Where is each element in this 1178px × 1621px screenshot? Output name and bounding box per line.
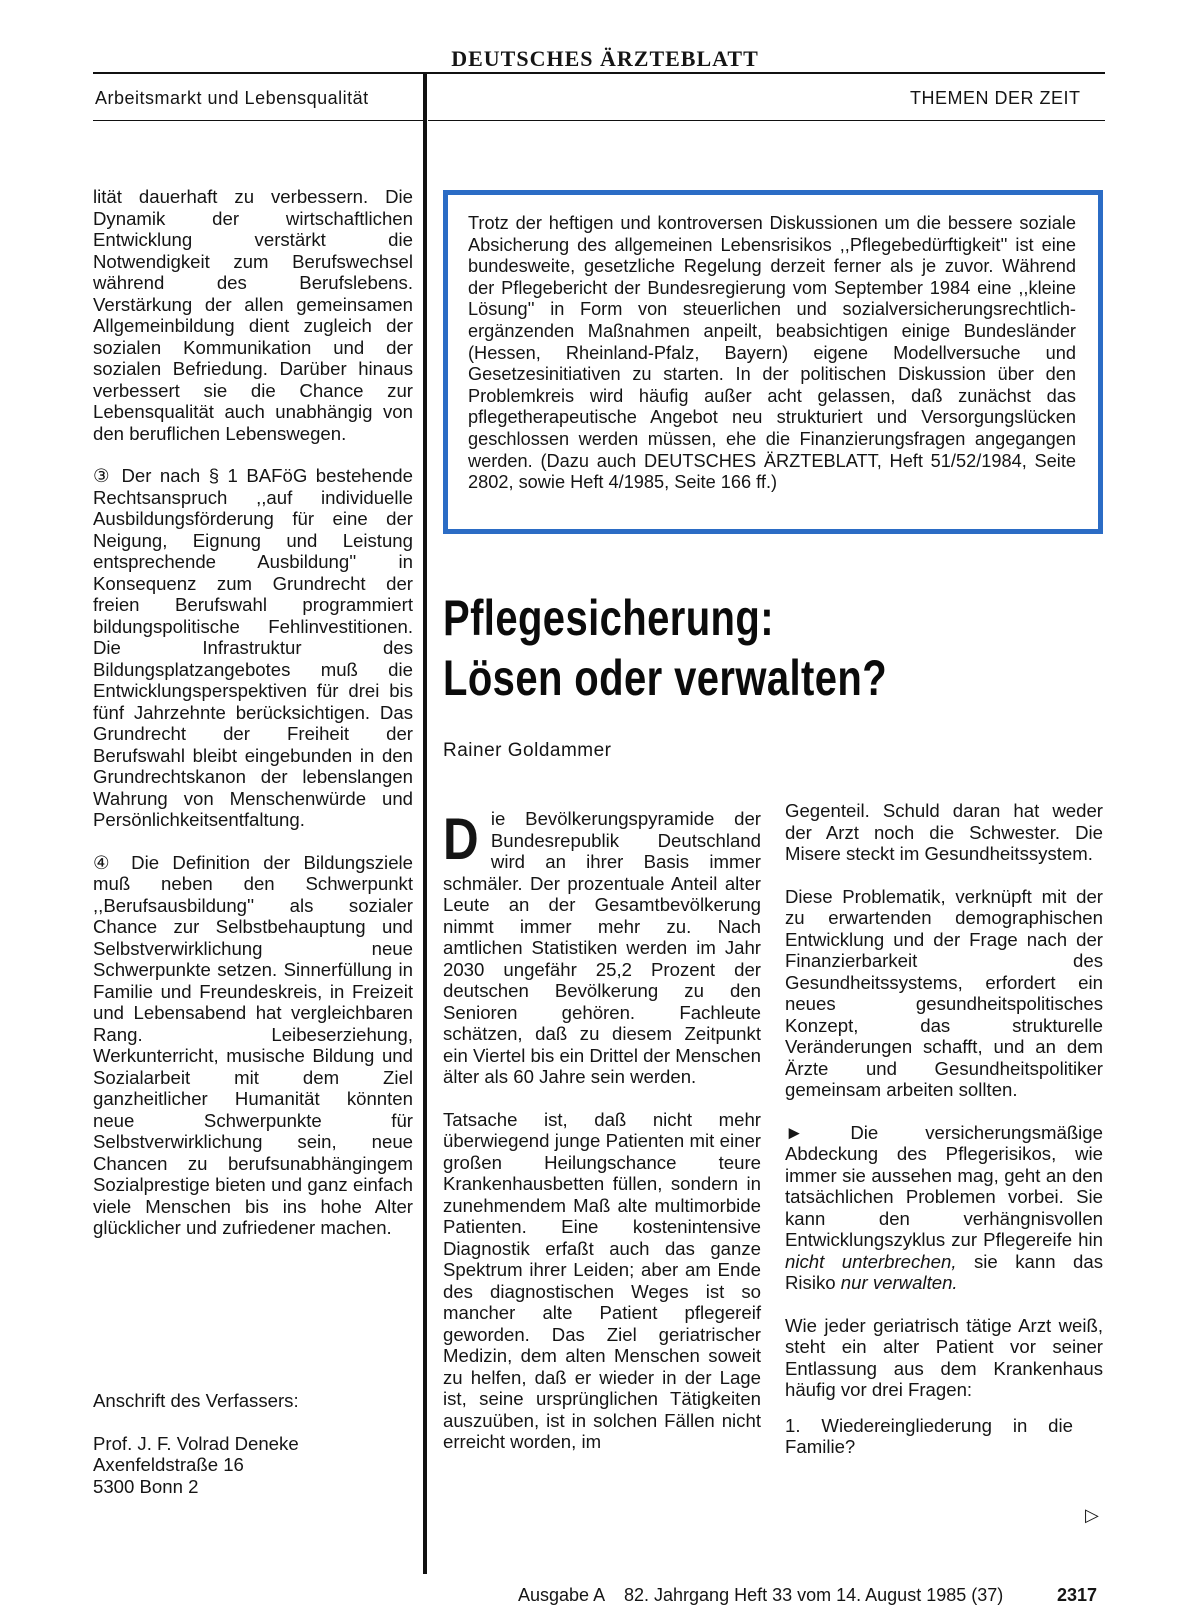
right-paragraph-3-text-b: sie kann das Risiko <box>785 1250 1104 1293</box>
page-number: 2317 <box>1057 1585 1098 1605</box>
author-address <box>93 1390 299 1497</box>
header-rule-right <box>428 120 1105 121</box>
article-paragraph-2: Tatsache ist, daß nicht mehr überwiegend junge Patienten mit einer großen Heilungschance teure Krankenhausbetten füllen, sondern in zunehmendem Maß alte multimorbide Patienten. Eine kostenintensive Diagnostik erfaßt auch das ganze Spektrum ihrer Leiden; aber am Ende des diagnostischen Weges ist so mancher alte Patient pflegereif geworden. Das Ziel geriatrischer Medizin, dem alten Menschen soweit zu helfen, daß er wieder in der Lage ist, seine ursprünglichen Tätigkeiten auszuüben, ist in solchen Fällen nicht erreicht worden, im <box>443 1108 761 1452</box>
section-header: Arbeitsmarkt und Lebensqualität <box>95 88 369 108</box>
left-paragraph-1: lität dauerhaft zu verbessern. Die Dynamik der wirtschaftlichen Entwicklung verstärkt die Notwendigkeit zum Berufswechsel während des Berufslebens. Verstärkung der allen gemeinsamen Allgemeinbildung dient zugleich der sozialen Kommunikation und der sozialen Befriedung. Darüber hinaus verbessert sie die Chance zur Lebensqualität auch unabhängig von den beruflichen Lebenswegen. <box>93 186 413 444</box>
circled-4-marker: ④ <box>93 851 118 873</box>
right-paragraph-3-text-a: Die versicherungsmäßige Abdeckung des Pflegerisikos, wie immer sie aussehen mag, geht an den tatsächlichen Problemen vorbei. Sie kann den verhängnisvollen Entwicklungszyklus zur Pflegereife hin <box>785 1121 1103 1250</box>
continue-triangle-icon: ▷ <box>1085 1505 1099 1525</box>
masthead-rule <box>93 72 1105 74</box>
footer-edition: Ausgabe A <box>518 1585 606 1605</box>
right-paragraph-3 <box>785 1122 1103 1294</box>
address-city: 5300 Bonn 2 <box>93 1475 199 1497</box>
title-line-1: Pflegesicherung: <box>443 590 774 646</box>
right-paragraph-4: Wie jeder geriatrisch tätige Arzt weiß, steht ein alter Patient vor seiner Entlassung aus dem Krankenhaus häufig vor drei Fragen: <box>785 1314 1103 1400</box>
right-paragraph-2: Diese Problematik, verknüpft mit der zu erwartenden demographischen Entwicklung und der Frage nach der Finanzierbarkeit des Gesundheitssystems, erfordert ein neues gesundheitspolitisches Konzept, das strukturelle Veränderungen schafft, und an dem Ärzte und Gesundheitspolitiker gemeinsam arbeiten sollten. <box>785 885 1103 1100</box>
article-paragraph-1 <box>443 808 761 1088</box>
address-name: Prof. J. F. Volrad Deneke <box>93 1432 299 1454</box>
title-line-2: Lösen oder verwalten? <box>443 650 888 706</box>
rubric-header: THEMEN DER ZEIT <box>910 88 1081 108</box>
teaser-text: Trotz der heftigen und kontroversen Diskussionen um die bessere soziale Absicherung des allgemeinen Lebensrisikos ,,Pflegebedürftigkeit'' ist eine bundesweite, gesetzliche Regelung derzeit ferner als je zuvor. Während der Pflegebericht der Bundesregierung vom September 1984 eine ,,kleine Lösung'' in Form von steuerlichen und sozialversicherungsrechtlich-ergänzenden Maßnahmen anpeilt, beabsichtigen einige Bundesländer (Hessen, Rheinland-Pfalz, Bayern) eigene Modellversuche und Gesetzesinitiativen zu starten. In der politischen Diskussion über den Problemkreis wird häufig außer acht gelassen, daß zunächst das pflegetherapeutische Angebot neu strukturiert und Versorgungslücken geschlossen werden müssen, ehe die Finanzierungsfragen angegangen werden. (Dazu auch DEUTSCHES ÄRZTEBLATT, Heft 51/52/1984, Seite 2802, sowie Heft 4/1985, Seite 166 ff.) <box>468 213 1076 493</box>
article-paragraph-1-text: ie Bevölkerungspyramide der Bundesrepublik Deutschland wird an ihrer Basis immer schmäler. Der prozentuale Anteil alter Leute an der Gesamtbevölkerung nimmt immer mehr zu. Nach amtlichen Statistiken werden im Jahr 2030 ungefähr 25,2 Prozent der deutschen Bevölkerung zu den Senioren gehören. Fachleute schätzen, daß zu diesem Zeitpunkt ein Viertel bis ein Drittel der Menschen älter als 60 Jahre sein werden. <box>443 808 761 1087</box>
drop-cap: D <box>443 807 479 872</box>
column-divider <box>423 74 427 1574</box>
right-paragraph-5-text: 1. Wiedereingliederung in die Familie? <box>785 1414 1073 1457</box>
emphasis-nur-verwalten: nur verwalten. <box>840 1272 958 1293</box>
arrow-marker-icon: ► <box>785 1121 804 1143</box>
right-paragraph-1: Gegenteil. Schuld daran hat weder der Arzt noch die Schwester. Die Misere steckt im Gesundheitssystem. <box>785 800 1103 864</box>
left-paragraph-2 <box>93 465 413 831</box>
left-paragraph-3-text: Die Definition der Bildungsziele muß neben den Schwerpunkt ,,Berufsausbildung'' als sozialer Chance zur Selbstbehauptung und Selbstverwirklichung neue Schwerpunkte setzen. Sinnerfüllung in Familie und Freundeskreis, in Freizeit und Lebensabend hat vergleichbaren Rang. Leibeserziehung, Werkunterricht, musische Bildung und Sozialarbeit mit dem Ziel ganzheitlicher Humanität könnten neue Schwerpunkte für Selbstverwirklichung sein, neue Chancen zu berufsunabhängingem Sozialprestige bieten und ganz einfach viele Menschen bis ins hohe Alter glücklicher und zufriedener machen. <box>93 851 414 1238</box>
article-author: Rainer Goldammer <box>443 740 612 761</box>
address-label: Anschrift des Verfassers: <box>93 1390 299 1411</box>
address-street: Axenfeldstraße 16 <box>93 1454 244 1475</box>
left-paragraph-2-text: Der nach § 1 BAFöG bestehende Rechtsanspruch ,,auf individuelle Ausbildungsförderung für eine der Neigung, Eignung und Leistung entsprechende Ausbildung'' in Konsequenz zum Grundrecht der freien Berufswahl programmiert bildungspolitische Fehlinvestitionen. Die Infrastruktur des Bildungsplatzangebotes muß die Entwicklungsperspektiven für drei bis fünf Jahrzehnte berücksichtigen. Das Grundrecht der Freiheit der Berufswahl bleibt eingebunden in den Grundrechtskanon der lebenslangen Wahrung von Menschenwürde und Persönlichkeitsentfaltung. <box>93 465 413 830</box>
right-paragraph-5 <box>785 1415 1103 1458</box>
circled-3-marker: ③ <box>93 465 113 486</box>
left-paragraph-3 <box>93 852 413 1239</box>
article-column-right <box>785 800 1103 1458</box>
header-rule-left <box>93 120 423 121</box>
teaser-box <box>443 190 1103 534</box>
left-column <box>93 186 413 1239</box>
article-column-middle <box>443 808 761 1453</box>
masthead: DEUTSCHES ÄRZTEBLATT <box>451 46 759 71</box>
article-title <box>443 588 971 708</box>
footer-issue: 82. Jahrgang Heft 33 vom 14. August 1985 (37) <box>624 1585 1004 1605</box>
emphasis-nicht-unterbrechen: nicht unterbrechen, <box>785 1250 957 1272</box>
